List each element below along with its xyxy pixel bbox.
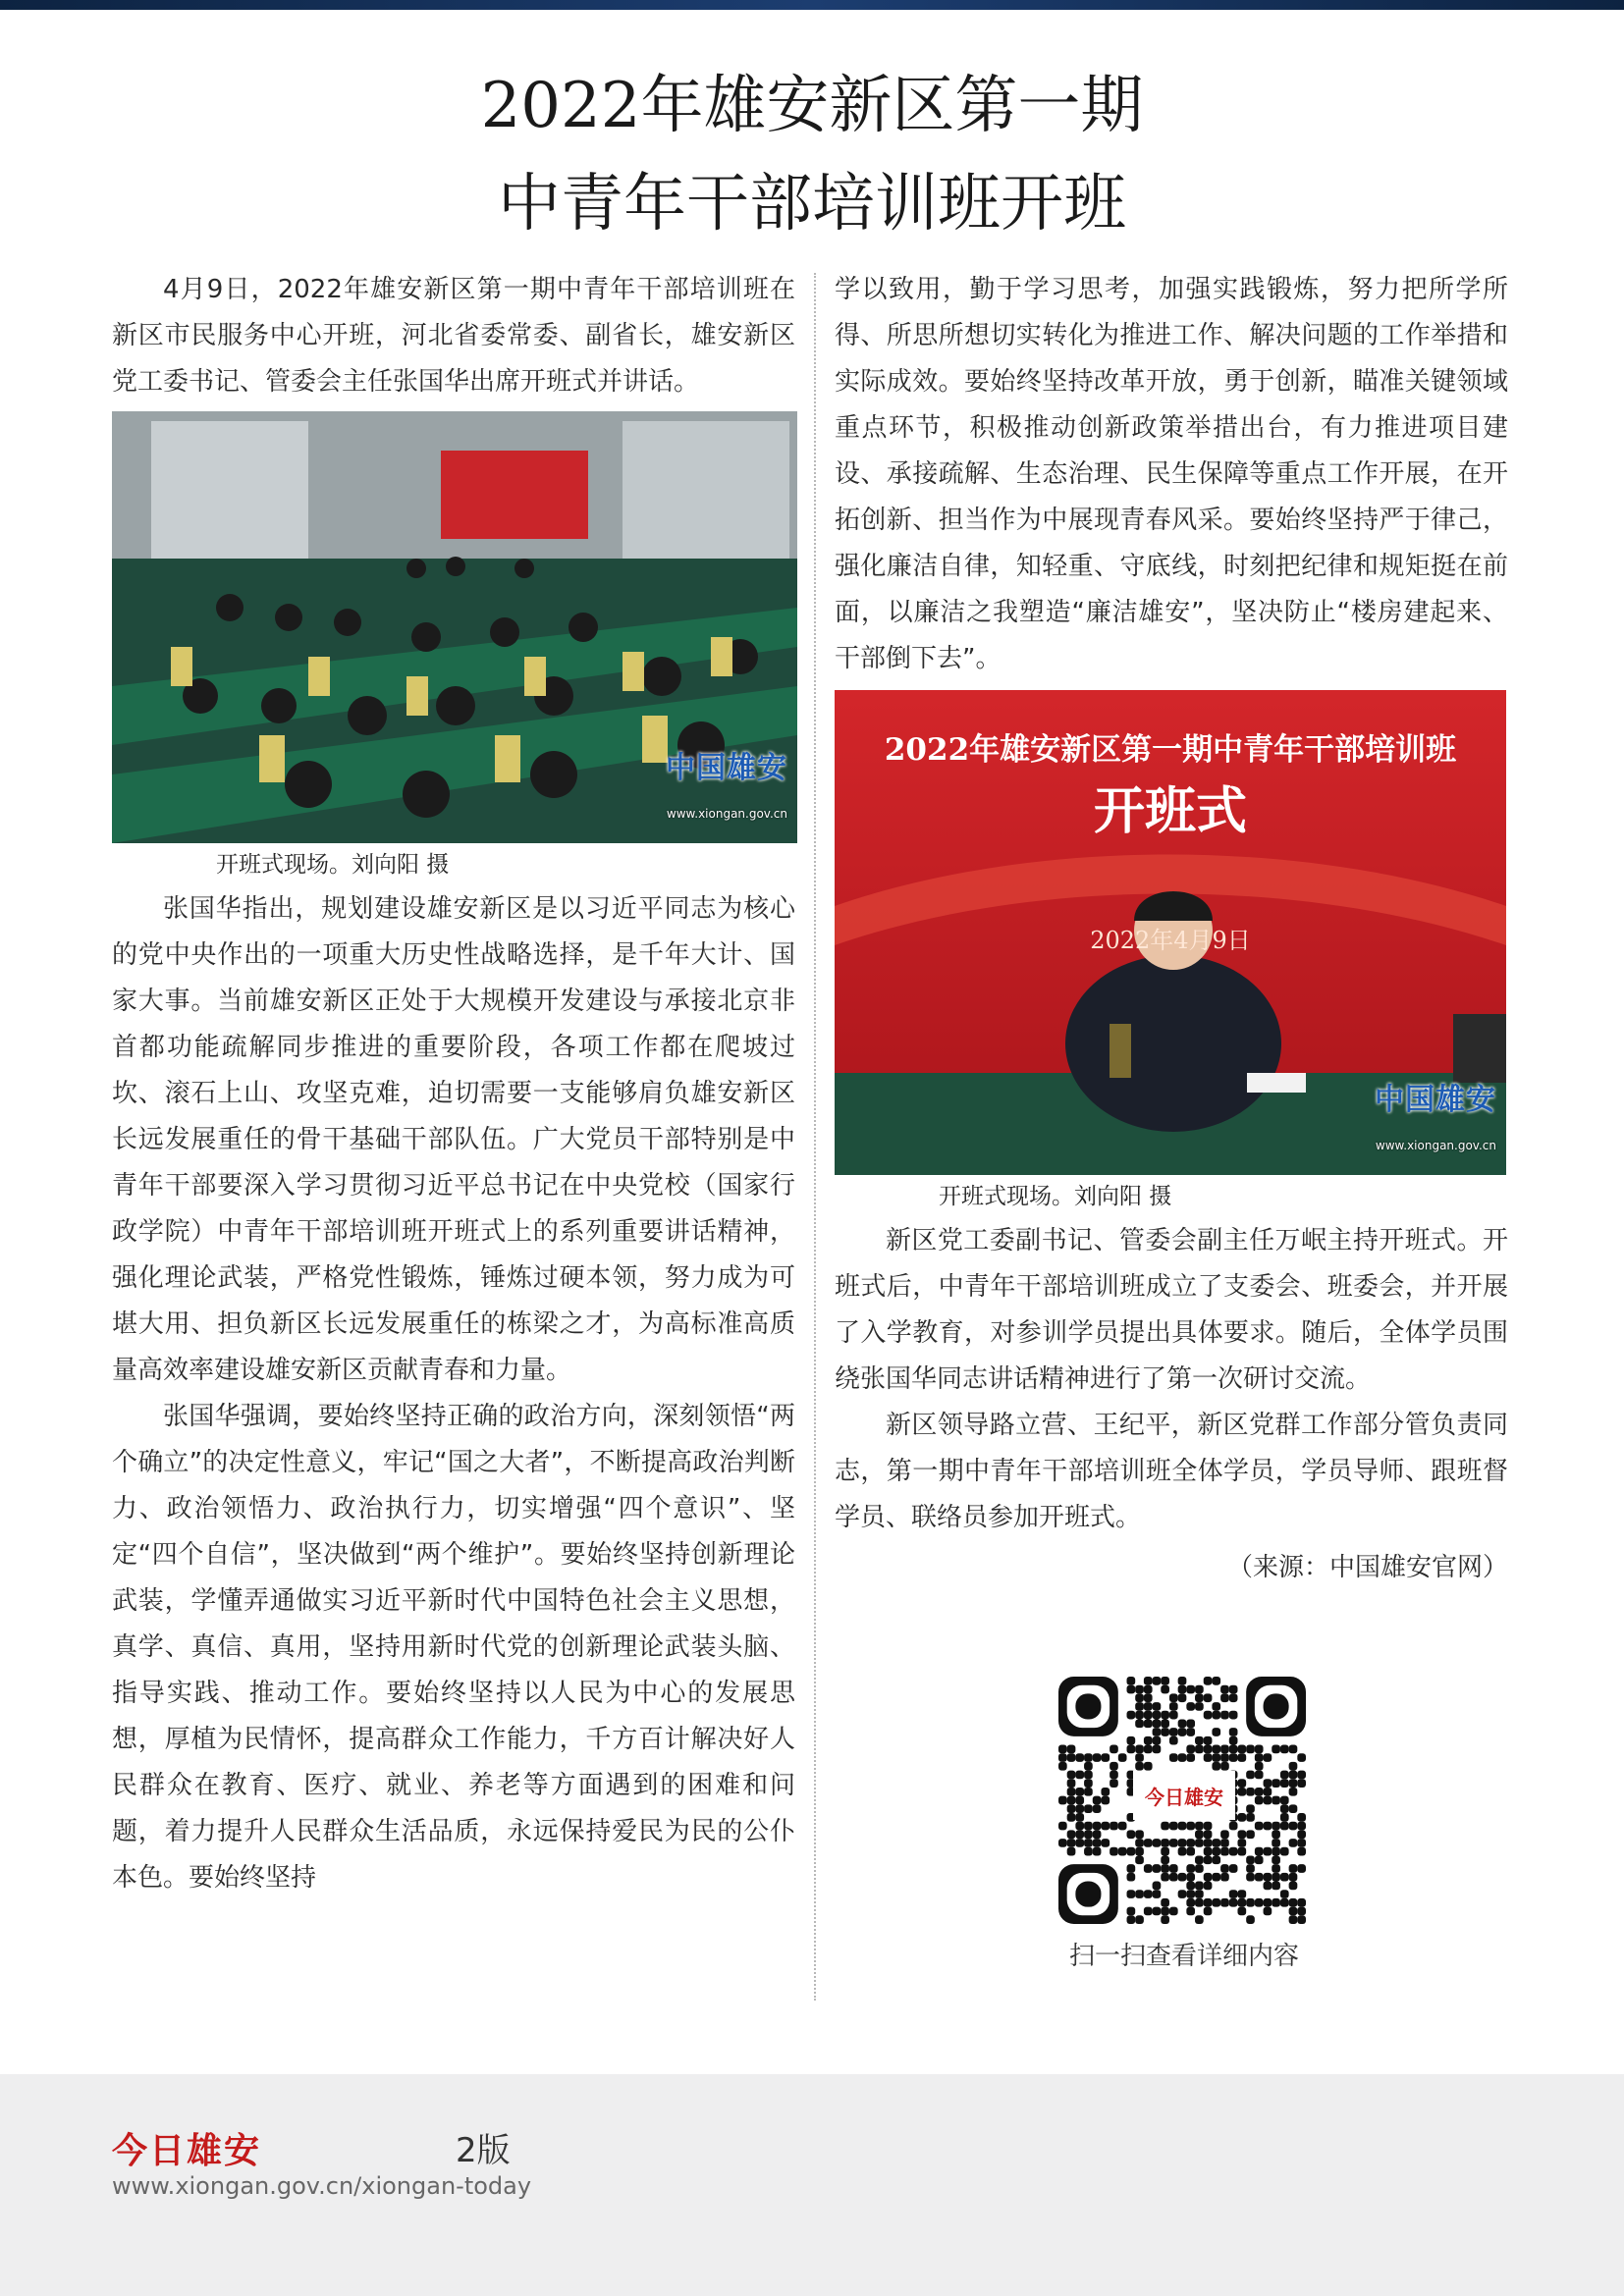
qr-caption: 扫一扫查看详细内容 — [1068, 1942, 1299, 1971]
column-divider — [814, 273, 816, 2001]
watermark-logo: 中国雄安 — [666, 751, 787, 785]
footer-url[interactable]: www.xiongan.gov.cn/xiongan-today — [112, 2172, 532, 2200]
footer-logo: 今日雄安 — [112, 2130, 262, 2171]
source-note: （来源：中国雄安官网） — [1226, 1553, 1508, 1582]
title-line-1: 2022年雄安新区第一期 — [480, 70, 1144, 142]
banner-line-1: 2022年雄安新区第一期中青年干部培训班 — [884, 732, 1457, 768]
paragraph-speech-1: 张国华指出，规划建设雄安新区是以习近平同志为核心的党中央作出的一项重大历史性战略选择，是千年大计、国家大事。当前雄安新区正处于大规模开发建设与承接北京非首都功能疏解同步推进的重要阶段，各项工作都在爬坡过坎、滚石上山、攻坚克难，迫切需要一支能够肩负雄安新区长远发展重任的骨干基础干部队伍。广大党员干部特别是中青年干部要深入学习贯彻习近平总书记在中央党校（国家行政学院）中青年干部培训班开班式上的系列重要讲话精神，强化理论武装，严格党性锻炼，锤炼过硬本领，努力成为可堪大用、担负新区长远发展重任的栋梁之才，为高标准高质量高效率建设雄安新区贡献青春和力量。 — [112, 894, 795, 1385]
watermark-logo-2: 中国雄安 — [1375, 1083, 1496, 1117]
qr-code[interactable] — [1058, 1677, 1306, 1924]
qr-code-block — [1058, 1677, 1308, 1971]
page-number: 2版 — [456, 2131, 511, 2170]
meeting-photo — [112, 411, 797, 843]
page-title — [0, 57, 1624, 253]
top-accent-bar — [0, 0, 1624, 10]
photo-watermark-2 — [1375, 1077, 1496, 1169]
left-column — [112, 267, 795, 1901]
right-column — [835, 267, 1508, 1591]
paragraph-host: 新区党工委副书记、管委会副主任万岷主持开班式。开班式后，中青年干部培训班成立了支委会、班委会，并开展了入学教育，对参训学员提出具体要求。随后，全体学员围绕张国华同志讲话精神进行了第一次研讨交流。 — [835, 1226, 1508, 1394]
photo-watermark — [666, 745, 787, 837]
photo-caption-2: 开班式现场。刘向阳 摄 — [939, 1184, 1172, 1209]
banner-line-2: 开班式 — [1093, 781, 1247, 841]
page-footer — [0, 2074, 1624, 2296]
paragraph-intro: 4月9日，2022年雄安新区第一期中青年干部培训班在新区市民服务中心开班，河北省委常委、副省长，雄安新区党工委书记、管委会主任张国华出席开班式并讲话。 — [112, 275, 795, 397]
title-line-2: 中青年干部培训班开班 — [498, 168, 1126, 240]
paragraph-speech-2: 张国华强调，要始终坚持正确的政治方向，深刻领悟“两个确立”的决定性意义，牢记“国之大者”，不断提高政治判断力、政治领悟力、政治执行力，切实增强“四个意识”、坚定“四个自信”，坚决做到“两个维护”。要始终坚持创新理论武装，学懂弄通做实习近平新时代中国特色社会主义思想，真学、真信、真用，坚持用新时代党的创新理论武装头脑、指导实践、推动工作。要始终坚持以人民为中心的发展思想，厚植为民情怀，提高群众工作能力，千方百计解决好人民群众在教育、医疗、就业、养老等方面遇到的困难和问题，着力提升人民群众生活品质，永远保持爱民为民的公仆本色。要始终坚持 — [112, 1402, 795, 1893]
banner-date: 2022年4月9日 — [1090, 927, 1251, 954]
speaker-photo — [835, 690, 1506, 1175]
paragraph-attendees: 新区领导路立营、王纪平，新区党群工作部分管负责同志，第一期中青年干部培训班全体学员，学员导师、跟班督学员、联络员参加开班式。 — [835, 1411, 1508, 1532]
paragraph-continued: 学以致用，勤于学习思考，加强实践锻炼，努力把所学所得、所思所想切实转化为推进工作、解决问题的工作举措和实际成效。要始终坚持改革开放，勇于创新，瞄准关键领域重点环节，积极推动创新政策举措出台，有力推进项目建设、承接疏解、生态治理、民生保障等重点工作开展，在开拓创新、担当作为中展现青春风采。要始终坚持严于律己，强化廉洁自律，知轻重、守底线，时刻把纪律和规矩挺在前面，以廉洁之我塑造“廉洁雄安”，坚决防止“楼房建起来、干部倒下去”。 — [835, 275, 1508, 673]
watermark-url-2: www.xiongan.gov.cn — [1375, 1139, 1496, 1152]
watermark-url: www.xiongan.gov.cn — [666, 807, 787, 821]
qr-center-logo: 今日雄安 — [1133, 1771, 1235, 1820]
photo-caption-1: 开班式现场。刘向阳 摄 — [216, 852, 450, 878]
